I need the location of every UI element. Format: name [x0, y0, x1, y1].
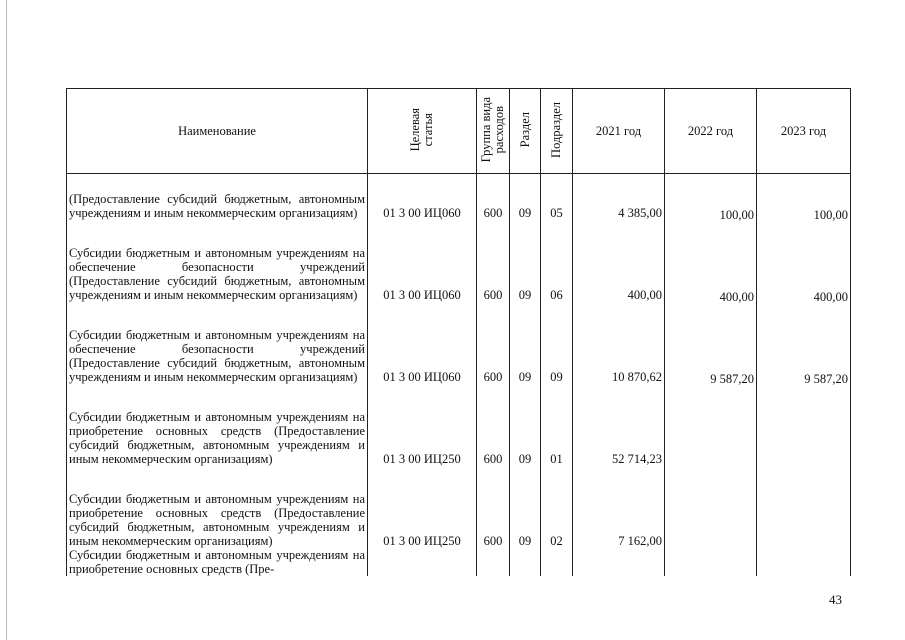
page-margin-line: [6, 0, 7, 640]
row-2023: 100,00: [757, 174, 851, 220]
table-row: [67, 220, 851, 302]
row-target: 01 3 00 ИЦ060: [368, 302, 477, 384]
row-subsection: 01: [541, 384, 573, 466]
row-target: 01 3 00 ИЦ250: [368, 466, 477, 548]
row-2022: 400,00: [665, 220, 757, 302]
header-2023: 2023 год: [757, 89, 851, 174]
budget-table: [66, 88, 851, 576]
row-2023: [757, 466, 851, 548]
page-number: 43: [829, 592, 842, 607]
row-section: 09: [510, 174, 541, 220]
header-section: Раздел: [510, 89, 541, 174]
row-target: 01 3 00 ИЦ250: [368, 384, 477, 466]
row-name: (Предоставление субсидий бюджетным, автономным учреждениям и иным некоммерческим организациям): [67, 174, 368, 220]
table-row-partial: [67, 548, 851, 576]
row-section: 09: [510, 302, 541, 384]
row-2022: 100,00: [665, 174, 757, 220]
row-group: 600: [477, 174, 510, 220]
table-row: [67, 174, 851, 220]
row-target: 01 3 00 ИЦ060: [368, 174, 477, 220]
row-2022: [665, 384, 757, 466]
row-group: 600: [477, 466, 510, 548]
row-target: 01 3 00 ИЦ060: [368, 220, 477, 302]
header-name: Наименование: [67, 89, 368, 174]
row-name-partial: Субсидии бюджетным и автономным учреждениям на приобретение основных средств (Пре-: [67, 548, 368, 576]
row-name: Субсидии бюджетным и автономным учреждениям на приобретение основных средств (Предоставление субсидий бюджетным, автономным учреждениям и иным некоммерческим организациям): [67, 466, 368, 548]
header-expense-group: Группа вида расходов: [477, 89, 510, 174]
row-2023: 9 587,20: [757, 302, 851, 384]
row-2022: 9 587,20: [665, 302, 757, 384]
row-subsection: 09: [541, 302, 573, 384]
row-name: Субсидии бюджетным и автономным учреждениям на приобретение основных средств (Предоставление субсидий бюджетным, автономным учреждениям и иным некоммерческим организациям): [67, 384, 368, 466]
row-group: 600: [477, 220, 510, 302]
table-row: [67, 466, 851, 548]
row-2021: 400,00: [573, 220, 665, 302]
row-2021: 7 162,00: [573, 466, 665, 548]
row-section: 09: [510, 466, 541, 548]
row-2022: [665, 466, 757, 548]
row-group: 600: [477, 384, 510, 466]
row-subsection: 06: [541, 220, 573, 302]
row-name: Субсидии бюджетным и автономным учреждениям на обеспечение безопасности учреждений (Предоставление субсидий бюджетным, автономным учреждениям и иным некоммерческим организациям): [67, 220, 368, 302]
row-subsection: 05: [541, 174, 573, 220]
row-group: 600: [477, 302, 510, 384]
row-2023: 400,00: [757, 220, 851, 302]
row-2021: 52 714,23: [573, 384, 665, 466]
row-section: 09: [510, 220, 541, 302]
row-2023: [757, 384, 851, 466]
header-2021: 2021 год: [573, 89, 665, 174]
row-2021: 10 870,62: [573, 302, 665, 384]
row-2021: 4 385,00: [573, 174, 665, 220]
table-row: [67, 302, 851, 384]
row-name: Субсидии бюджетным и автономным учреждениям на обеспечение безопасности учреждений (Предоставление субсидий бюджетным, автономным учреждениям и иным некоммерческим организациям): [67, 302, 368, 384]
row-section: 09: [510, 384, 541, 466]
header-subsection: Подраздел: [541, 89, 573, 174]
table-row: [67, 384, 851, 466]
table-header-row: [67, 89, 851, 174]
header-target-article: Целевая статья: [368, 89, 477, 174]
row-subsection: 02: [541, 466, 573, 548]
header-2022: 2022 год: [665, 89, 757, 174]
